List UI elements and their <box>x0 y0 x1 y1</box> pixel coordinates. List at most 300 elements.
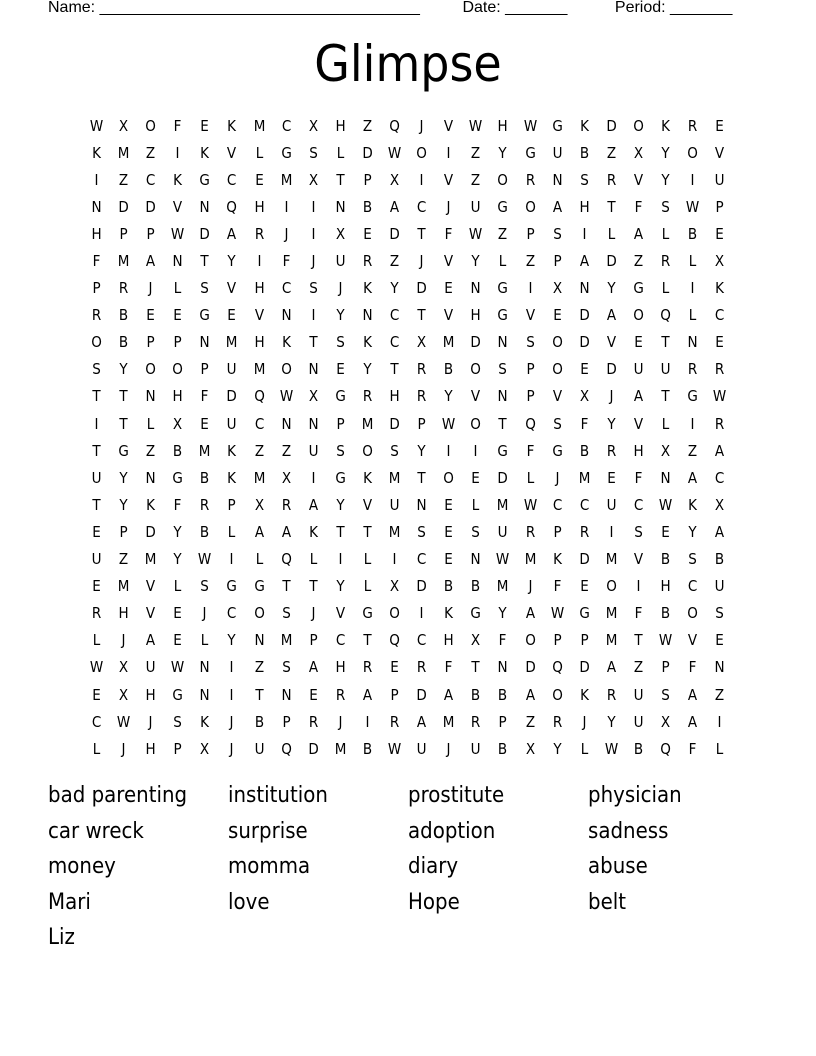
grid-letter: K <box>363 333 372 352</box>
grid-letter: X <box>119 658 129 677</box>
grid-letter: R <box>715 360 725 379</box>
grid-letter: X <box>308 387 318 406</box>
grid-letter: S <box>309 143 318 162</box>
grid-letter: V <box>471 387 481 406</box>
grid-letter: U <box>660 360 671 379</box>
grid-letter: W <box>469 116 483 135</box>
grid-letter: B <box>173 441 183 460</box>
grid-letter: F <box>444 224 453 243</box>
grid-letter: O <box>524 631 536 650</box>
grid-letter: C <box>146 170 156 189</box>
grid-letter: B <box>362 197 373 216</box>
grid-letter: U <box>633 712 644 731</box>
grid-letter: E <box>92 685 101 704</box>
grid-letter: V <box>444 116 454 135</box>
grid-letter: N <box>281 306 292 325</box>
grid-letter: G <box>497 197 509 216</box>
grid-letter: A <box>146 252 156 271</box>
grid-letter: T <box>634 631 643 650</box>
grid-letter: J <box>230 712 235 731</box>
grid-letter: A <box>552 197 562 216</box>
grid-letter: Y <box>119 495 128 514</box>
grid-letter: P <box>661 658 670 677</box>
grid-letter: O <box>443 468 455 487</box>
grid-letter: L <box>580 739 588 758</box>
grid-letter: Q <box>389 116 400 135</box>
period-field-label: Period: _______ <box>614 0 733 16</box>
grid-letter: I <box>338 550 343 569</box>
grid-letter: P <box>525 224 535 243</box>
grid-letter: L <box>499 252 507 271</box>
grid-letter: T <box>119 387 128 406</box>
grid-letter: E <box>715 631 724 650</box>
grid-letter: X <box>660 712 671 731</box>
grid-letter: Q <box>524 414 536 433</box>
grid-letter: D <box>416 685 427 704</box>
grid-letter: S <box>390 441 399 460</box>
grid-letter: N <box>416 495 427 514</box>
grid-letter: B <box>254 712 264 731</box>
grid-letter: N <box>308 360 319 379</box>
grid-letter: P <box>173 739 182 758</box>
grid-letter: B <box>579 441 589 460</box>
grid-letter: G <box>524 143 536 162</box>
grid-letter: X <box>579 387 589 406</box>
grid-letter: D <box>579 658 590 677</box>
grid-letter: U <box>254 739 265 758</box>
grid-letter: O <box>253 604 265 623</box>
grid-letter: M <box>497 577 509 596</box>
grid-letter: O <box>416 143 427 162</box>
grid-letter: D <box>118 197 129 216</box>
grid-letter: S <box>498 360 508 379</box>
grid-letter: Y <box>227 252 237 271</box>
grid-letter: F <box>634 468 643 487</box>
grid-letter: J <box>446 197 451 216</box>
grid-letter: W <box>89 116 104 135</box>
grid-letter: L <box>255 143 263 162</box>
grid-letter: P <box>282 712 291 731</box>
grid-letter: W <box>658 631 673 650</box>
grid-letter: J <box>338 279 343 298</box>
grid-letter: C <box>389 333 400 352</box>
grid-letter: S <box>661 197 670 216</box>
grid-letter: K <box>227 441 237 460</box>
grid-letter: O <box>172 360 184 379</box>
grid-letter: V <box>552 387 562 406</box>
grid-letter: A <box>281 522 291 541</box>
grid-letter: D <box>199 224 211 243</box>
grid-letter: B <box>444 577 454 596</box>
grid-letter: J <box>121 631 126 650</box>
grid-letter: S <box>417 522 426 541</box>
grid-letter: I <box>419 604 424 623</box>
grid-letter: P <box>580 631 589 650</box>
grid-letter: M <box>524 550 536 569</box>
grid-letter: Z <box>687 441 698 460</box>
grid-letter: S <box>471 522 481 541</box>
grid-letter: J <box>148 279 153 298</box>
grid-letter: R <box>552 712 562 731</box>
grid-letter: X <box>417 333 427 352</box>
grid-letter: V <box>227 143 237 162</box>
grid-letter: Y <box>336 577 345 596</box>
grid-letter: L <box>174 279 182 298</box>
grid-letter: I <box>690 170 695 189</box>
grid-letter: E <box>661 522 670 541</box>
grid-letter: I <box>230 658 235 677</box>
grid-letter: H <box>118 604 129 623</box>
grid-letter: B <box>200 468 210 487</box>
grid-letter: A <box>633 224 644 243</box>
grid-letter: L <box>472 495 480 514</box>
grid-letter: E <box>200 116 210 135</box>
grid-letter: W <box>198 550 212 569</box>
grid-letter: B <box>119 306 129 325</box>
grid-letter: S <box>688 550 697 569</box>
grid-letter: P <box>553 522 562 541</box>
grid-letter: F <box>444 658 453 677</box>
grid-letter: V <box>606 333 616 352</box>
grid-letter: C <box>227 604 237 623</box>
grid-letter: R <box>660 252 671 271</box>
grid-letter: E <box>444 522 454 541</box>
grid-letter: L <box>174 577 182 596</box>
grid-letter: F <box>92 252 101 271</box>
grid-letter: E <box>715 224 724 243</box>
grid-letter: F <box>201 387 209 406</box>
grid-letter: J <box>609 387 614 406</box>
grid-letter: E <box>254 170 264 189</box>
grid-letter: Z <box>471 143 481 162</box>
grid-letter: Z <box>362 116 373 135</box>
grid-letter: I <box>311 468 316 487</box>
grid-letter: G <box>497 306 509 325</box>
grid-letter: R <box>200 495 210 514</box>
grid-letter: I <box>636 577 641 596</box>
grid-letter: Q <box>551 658 563 677</box>
grid-letter: P <box>200 360 209 379</box>
grid-letter: G <box>335 387 346 406</box>
grid-letter: D <box>606 116 617 135</box>
grid-letter: S <box>661 685 670 704</box>
grid-letter: S <box>715 604 724 623</box>
grid-letter: Q <box>389 631 400 650</box>
grid-letter: O <box>606 577 617 596</box>
grid-letter: I <box>311 306 316 325</box>
grid-letter: G <box>118 441 129 460</box>
grid-letter: P <box>715 197 724 216</box>
grid-letter: H <box>145 685 156 704</box>
grid-letter: R <box>471 712 481 731</box>
grid-letter: U <box>91 550 102 569</box>
grid-letter: N <box>687 333 698 352</box>
grid-letter: E <box>173 631 183 650</box>
grid-letter: G <box>687 387 698 406</box>
grid-letter: O <box>280 360 292 379</box>
grid-letter: S <box>281 604 291 623</box>
grid-letter: L <box>661 224 670 243</box>
grid-letter: N <box>362 306 373 325</box>
grid-letter: H <box>254 279 265 298</box>
grid-letter: V <box>687 631 698 650</box>
grid-letter: L <box>363 550 372 569</box>
grid-letter: S <box>281 658 291 677</box>
grid-letter: X <box>119 116 129 135</box>
grid-letter: X <box>200 739 210 758</box>
grid-letter: Z <box>525 252 535 271</box>
grid-letter: L <box>255 550 263 569</box>
grid-letter: C <box>254 414 264 433</box>
grid-letter: S <box>173 712 183 731</box>
grid-letter: M <box>334 739 347 758</box>
grid-letter: L <box>228 522 236 541</box>
grid-letter: P <box>119 522 128 541</box>
grid-letter: K <box>579 685 589 704</box>
grid-letter: B <box>660 604 671 623</box>
grid-letter: W <box>469 224 483 243</box>
grid-letter: Y <box>336 306 345 325</box>
grid-letter: G <box>280 143 292 162</box>
grid-letter: N <box>579 279 590 298</box>
grid-letter: M <box>388 522 401 541</box>
grid-letter: Z <box>146 441 156 460</box>
grid-letter: L <box>336 143 345 162</box>
grid-letter: S <box>336 333 345 352</box>
grid-letter: L <box>688 306 697 325</box>
grid-letter: G <box>172 468 184 487</box>
grid-letter: I <box>365 712 370 731</box>
grid-letter: M <box>117 577 130 596</box>
grid-letter: L <box>661 279 670 298</box>
grid-letter: N <box>91 197 102 216</box>
grid-letter: M <box>497 495 509 514</box>
grid-letter: B <box>660 550 671 569</box>
grid-letter: U <box>552 143 563 162</box>
grid-letter: N <box>497 333 509 352</box>
grid-letter: Q <box>280 550 292 569</box>
grid-letter: D <box>416 577 427 596</box>
grid-letter: W <box>171 224 185 243</box>
grid-letter: I <box>446 441 451 460</box>
grid-letter: D <box>308 739 319 758</box>
grid-letter: T <box>471 658 480 677</box>
grid-letter: R <box>308 712 318 731</box>
grid-letter: G <box>335 468 346 487</box>
grid-letter: P <box>553 252 562 271</box>
grid-letter: N <box>660 468 671 487</box>
grid-letter: M <box>605 631 618 650</box>
grid-letter: M <box>280 631 293 650</box>
grid-letter: E <box>200 414 210 433</box>
grid-letter: D <box>579 550 590 569</box>
grid-letter: U <box>470 739 481 758</box>
grid-letter: P <box>309 631 318 650</box>
grid-letter: C <box>416 631 427 650</box>
grid-letter: V <box>362 495 373 514</box>
grid-letter: Y <box>390 279 399 298</box>
grid-letter: M <box>605 604 618 623</box>
grid-letter: G <box>551 116 563 135</box>
grid-letter: F <box>553 577 562 596</box>
grid-letter: Z <box>146 143 156 162</box>
grid-letter: O <box>551 685 563 704</box>
grid-letter: P <box>390 685 399 704</box>
grid-letter: Y <box>661 170 670 189</box>
grid-letter: O <box>470 360 482 379</box>
grid-letter: D <box>145 197 156 216</box>
grid-letter: H <box>335 658 346 677</box>
grid-letter: Y <box>444 387 453 406</box>
grid-letter: O <box>497 170 509 189</box>
grid-letter: X <box>308 170 318 189</box>
grid-letter: K <box>227 468 237 487</box>
grid-letter: C <box>91 712 102 731</box>
grid-letter: T <box>309 577 318 596</box>
grid-letter: M <box>253 116 265 135</box>
grid-letter: L <box>661 414 670 433</box>
grid-letter: Q <box>226 197 238 216</box>
grid-letter: L <box>92 631 101 650</box>
grid-letter: O <box>362 441 373 460</box>
grid-letter: D <box>579 306 590 325</box>
grid-letter: P <box>227 495 237 514</box>
grid-letter: U <box>633 360 644 379</box>
grid-letter: G <box>551 441 563 460</box>
grid-letter: Q <box>280 739 292 758</box>
word-bank-item: surprise <box>228 818 308 844</box>
grid-letter: E <box>552 306 562 325</box>
grid-letter: E <box>444 495 454 514</box>
grid-letter: A <box>308 658 318 677</box>
grid-letter: Q <box>660 306 671 325</box>
grid-letter: L <box>146 414 155 433</box>
grid-letter: X <box>471 631 481 650</box>
grid-letter: P <box>525 360 535 379</box>
grid-letter: R <box>362 387 373 406</box>
grid-letter: I <box>175 143 180 162</box>
grid-letter: X <box>308 116 318 135</box>
grid-letter: N <box>470 279 481 298</box>
grid-letter: I <box>473 441 478 460</box>
grid-letter: X <box>715 252 725 271</box>
grid-letter: T <box>661 333 670 352</box>
grid-letter: B <box>200 522 210 541</box>
grid-letter: J <box>582 712 587 731</box>
grid-letter: B <box>687 224 698 243</box>
grid-letter: I <box>230 685 235 704</box>
grid-letter: N <box>552 170 563 189</box>
grid-letter: O <box>633 116 644 135</box>
grid-letter: G <box>579 604 590 623</box>
grid-letter: J <box>121 739 126 758</box>
grid-letter: A <box>606 658 616 677</box>
grid-letter: A <box>687 685 698 704</box>
grid-letter: T <box>417 468 426 487</box>
grid-letter: D <box>389 414 400 433</box>
grid-letter: E <box>607 468 616 487</box>
page-title: Glimpse <box>314 35 502 93</box>
grid-letter: P <box>553 631 562 650</box>
grid-letter: V <box>633 550 644 569</box>
grid-letter: A <box>362 685 373 704</box>
grid-letter: C <box>227 170 237 189</box>
grid-letter: K <box>688 495 698 514</box>
grid-letter: T <box>363 522 372 541</box>
grid-letter: F <box>526 441 534 460</box>
grid-letter: G <box>226 577 238 596</box>
word-bank-item: Mari <box>48 889 91 915</box>
grid-letter: C <box>714 468 725 487</box>
grid-letter: A <box>227 224 237 243</box>
grid-letter: K <box>715 279 725 298</box>
grid-letter: J <box>419 116 424 135</box>
grid-letter: M <box>578 468 591 487</box>
grid-letter: P <box>119 224 128 243</box>
grid-letter: J <box>446 739 451 758</box>
grid-letter: U <box>416 739 427 758</box>
grid-letter: Z <box>633 658 644 677</box>
grid-letter: N <box>199 197 210 216</box>
grid-letter: M <box>388 468 401 487</box>
grid-letter: L <box>715 739 724 758</box>
name-field-label: Name: ____________________________________ <box>48 0 420 16</box>
grid-letter: R <box>416 387 427 406</box>
word-bank-item: diary <box>408 854 459 879</box>
grid-letter: F <box>688 658 697 677</box>
grid-letter: E <box>336 360 345 379</box>
grid-letter: U <box>633 685 644 704</box>
date-field-label: Date: _______ <box>462 0 568 16</box>
grid-letter: V <box>444 306 454 325</box>
grid-letter: T <box>661 387 670 406</box>
grid-letter: S <box>336 441 345 460</box>
grid-letter: N <box>199 685 210 704</box>
grid-letter: H <box>497 116 509 135</box>
grid-letter: J <box>338 712 343 731</box>
grid-letter: T <box>417 306 426 325</box>
grid-letter: W <box>171 658 185 677</box>
word-bank-item: Hope <box>408 889 460 915</box>
grid-letter: N <box>199 658 210 677</box>
word-bank-item: institution <box>228 783 328 808</box>
grid-letter: I <box>446 143 451 162</box>
grid-letter: E <box>92 522 101 541</box>
grid-letter: O <box>633 306 644 325</box>
grid-letter: T <box>363 631 372 650</box>
grid-letter: X <box>389 170 400 189</box>
grid-letter: Y <box>336 495 345 514</box>
grid-letter: G <box>633 279 644 298</box>
grid-letter: O <box>524 197 536 216</box>
grid-letter: U <box>389 495 400 514</box>
grid-letter: X <box>633 143 644 162</box>
grid-letter: V <box>254 306 264 325</box>
grid-letter: W <box>116 712 131 731</box>
grid-letter: M <box>117 252 130 271</box>
grid-letter: G <box>199 306 211 325</box>
grid-letter: G <box>470 604 482 623</box>
grid-letter: W <box>387 143 402 162</box>
grid-letter: O <box>389 604 400 623</box>
grid-letter: Y <box>607 414 616 433</box>
grid-letter: A <box>606 306 616 325</box>
grid-letter: Q <box>660 739 671 758</box>
grid-letter: K <box>146 495 156 514</box>
word-bank-item: bad parenting <box>48 783 188 808</box>
grid-letter: Y <box>553 739 562 758</box>
grid-letter: J <box>555 468 560 487</box>
